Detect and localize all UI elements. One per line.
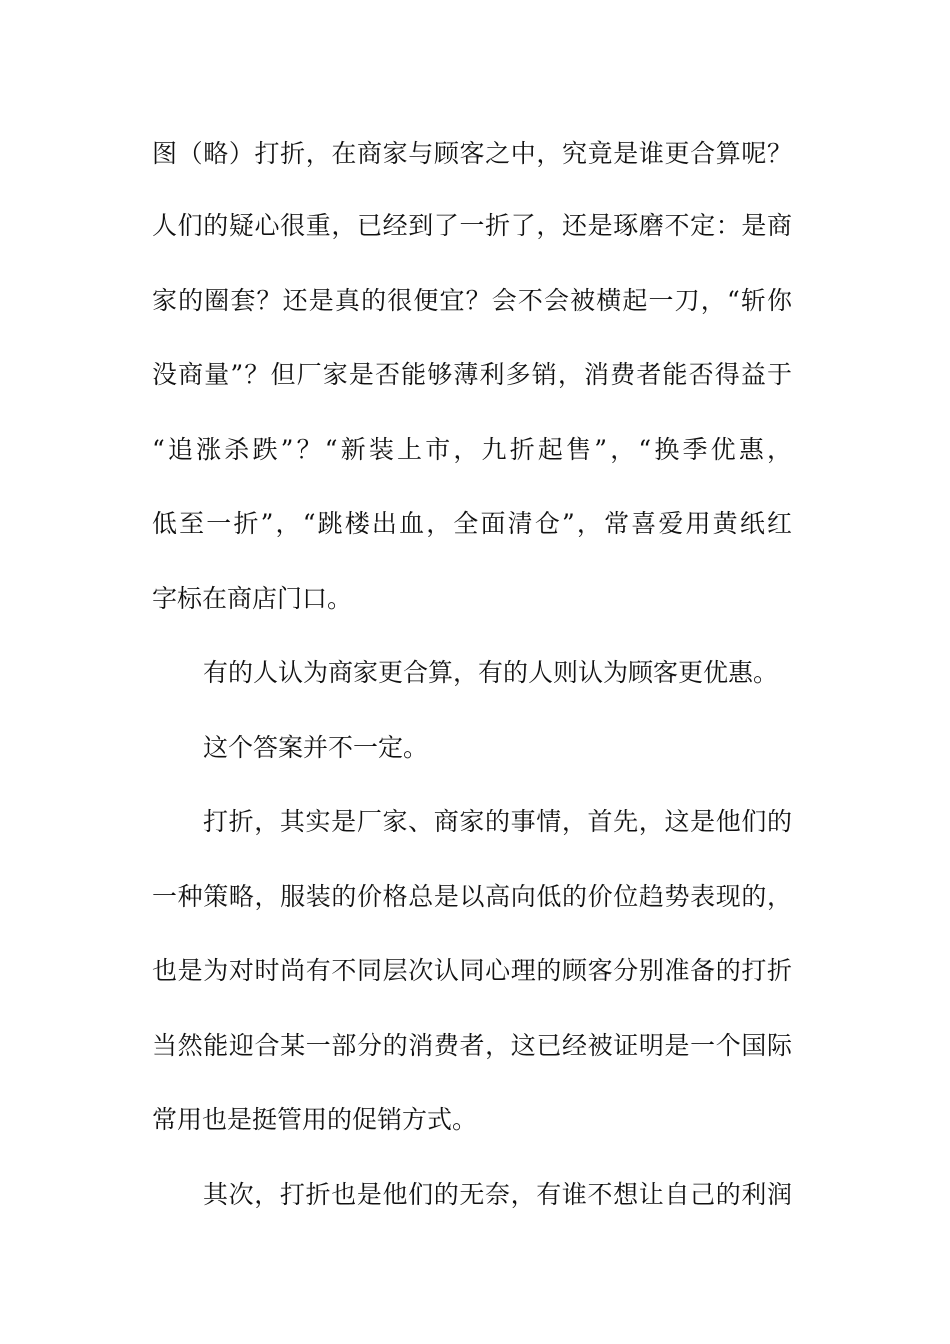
paragraph-line: 常用也是挺管用的促销方式。 xyxy=(152,1105,478,1134)
paragraph-line: 打折，其实是厂家、商家的事情，首先，这是他们的 xyxy=(203,807,792,836)
paragraph-line: 字标在商店门口。 xyxy=(152,584,353,613)
paragraph-line: 当然能迎合某一部分的消费者，这已经被证明是一个国际 xyxy=(152,1031,792,1060)
paragraph-line: 也是为对时尚有不同层次认同心理的顾客分别准备的打折 xyxy=(152,956,792,985)
paragraph-line: 有的人认为商家更合算，有的人则认为顾客更优惠。 xyxy=(203,658,779,687)
paragraph-line: 人们的疑心很重，已经到了一折了，还是琢磨不定：是商 xyxy=(152,211,792,240)
paragraph-line: “追涨杀跌”？“新装上市，九折起售”，“换季优惠， xyxy=(152,435,792,464)
paragraph-line: 家的圈套？还是真的很便宜？会不会被横起一刀，“斩你 xyxy=(152,286,792,315)
paragraph-line: 低至一折”，“跳楼出血，全面清仓”，常喜爱用黄纸红 xyxy=(152,509,792,538)
paragraph-line: 没商量”？但厂家是否能够薄利多销，消费者能否得益于 xyxy=(152,360,792,389)
paragraph-line: 这个答案并不一定。 xyxy=(203,733,429,762)
paragraph-line: 其次，打折也是他们的无奈，有谁不想让自己的利润 xyxy=(203,1180,792,1209)
paragraph-line: 图（略）打折，在商家与顾客之中，究竟是谁更合算呢？ xyxy=(152,139,792,168)
paragraph-line: 一种策略，服装的价格总是以高向低的价位趋势表现的， xyxy=(152,882,792,911)
